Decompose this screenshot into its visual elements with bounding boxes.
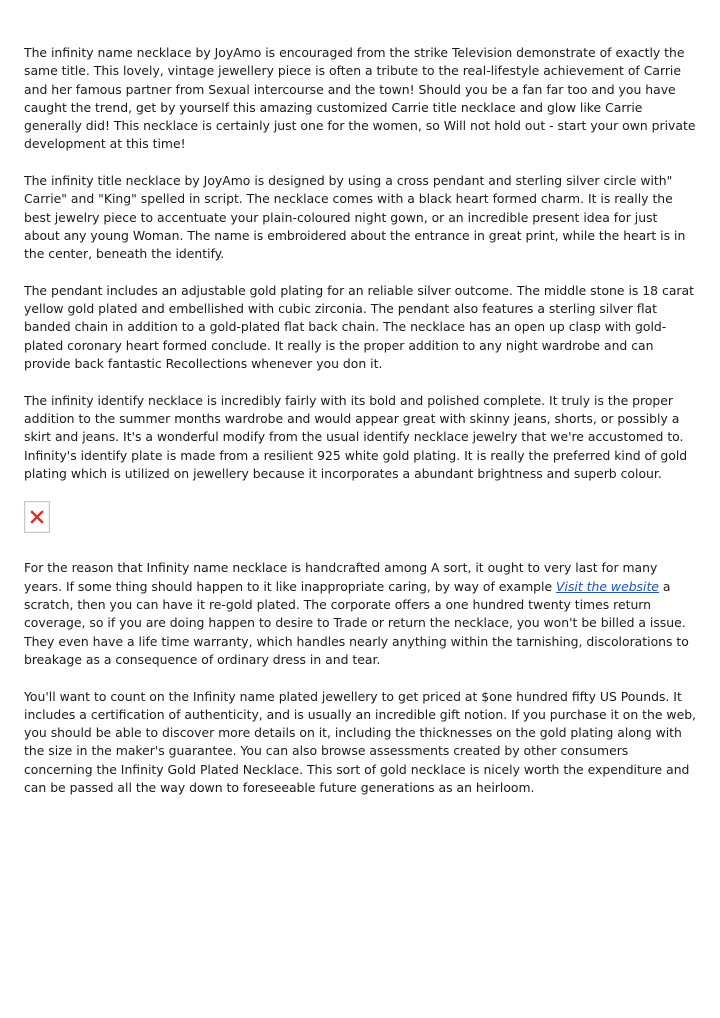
document-body: [24, 44, 696, 816]
paragraph-intro: The infinity name necklace by JoyAmo is encouraged from the strike Television demonstrate of exactly the same title. This lovely, vintage jewellery piece is often a tribute to the real-lifestyle achievement of Carrie and her famous partner from Sexual intercourse and the town! Should you be a fan far too and you have caught the trend, get by yourself this amazing customized Carrie title necklace and glow like Carrie generally did! This necklace is certainly just one for the women, so Will not hold out - start your own private development at this time!: [24, 45, 696, 152]
paragraph-warranty: [24, 559, 696, 669]
paragraph-price: You'll want to count on the Infinity name plated jewellery to get priced at $one hundred fifty US Pounds. It includes a certification of authenticity, and is usually an incredible gift notion. If you purchase it on the web, you should be able to discover more details on it, including the thicknesses on the gold plating along with the size in the maker's guarantee. You can also browse assessments created by other consumers concerning the Infinity Gold Plated Necklace. This sort of gold necklace is nicely worth the expenditure and can be passed all the way down to foreseeable future generations as an heirloom.: [24, 688, 696, 795]
paragraph-warranty-after-link: a scratch, then you can have it re-gold plated. The corporate offers a one hundred twenty times return coverage, so if you are doing happen to desire to Trade or return the necklace, you won't be billed a issue. They even have a life time warranty, which handles nearly anything within the tarnishing, discolorations to breakage as a consequence of ordinary dress in and tear.: [24, 578, 689, 667]
paragraph-pendant: The pendant includes an adjustable gold plating for an reliable silver outcome. The middle stone is 18 carat yellow gold plated and embellished with cubic zirconia. The pendant also features a sterling silver flat banded chain in addition to a gold-plated flat back chain. The necklace has an open up clasp with gold-plated coronary heart formed conclude. It really is the proper addition to any night wardrobe and can provide back fantastic Recollections whenever you don it.: [24, 282, 694, 372]
paragraph-warranty-before-link: For the reason that Infinity name necklace is handcrafted among A sort, it ought to very last for many years. If some thing should happen to it like inappropriate caring, by way of example: [24, 560, 658, 594]
broken-image-icon: [30, 510, 44, 524]
visit-website-link[interactable]: Visit the website: [556, 578, 659, 594]
paragraph-finish: The infinity identify necklace is incredibly fairly with its bold and polished complete. It truly is the proper addition to the summer months wardrobe and would appear great with skinny jeans, shorts, or possibly a skirt and jeans. It's a wonderful modify from the usual identify necklace jewelry that we're accustomed to. Infinity's identify plate is made from a resilient 925 white gold plating. It is really the preferred kind of gold plating which is utilized on jewellery because it incorporates a abundant brightness and superb colour.: [24, 392, 688, 481]
broken-image-placeholder: [24, 501, 50, 533]
paragraph-design: The infinity title necklace by JoyAmo is designed by using a cross pendant and sterling silver circle with" Carrie" and "King" spelled in script. The necklace comes with a black heart formed charm. It is really the best jewelry piece to accentuate your plain-coloured night gown, or an incredible present idea for just about any young Woman. The name is embroidered about the entrance in great print, while the heart is in the center, beneath the identify.: [24, 173, 686, 262]
